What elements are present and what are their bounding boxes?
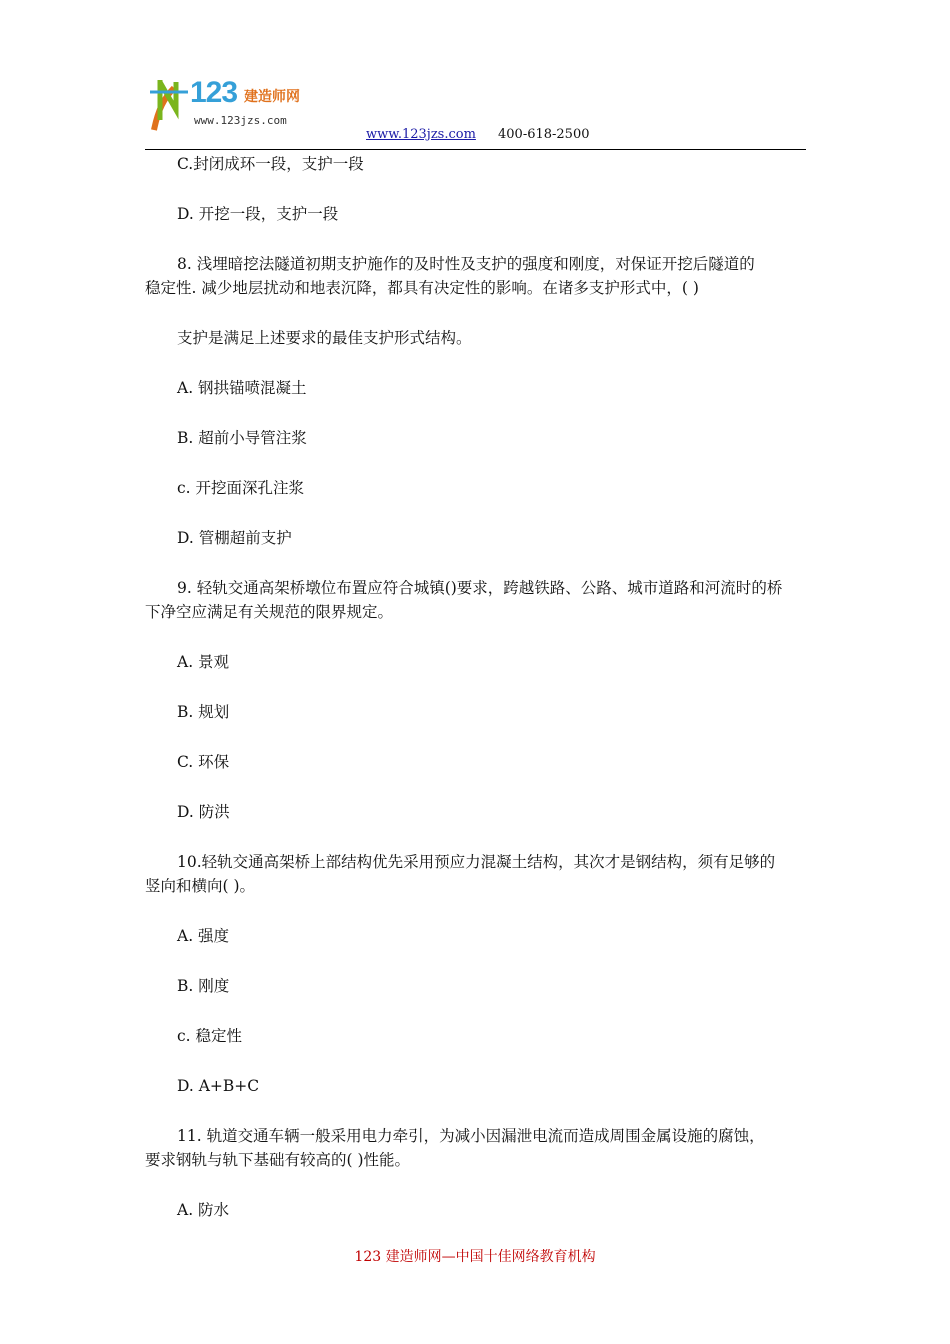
q11-text-line2: 要求钢轨与轨下基础有较高的( )性能。 [145,1151,411,1169]
q8-text-line2: 稳定性. 减少地层扰动和地表沉降，都具有决定性的影响。在诸多支护形式中，( ) [145,279,699,297]
logo-number: 123 [190,76,238,109]
page-footer: 123 建造师网—中国十佳网络教育机构 [354,1249,596,1265]
q10-option-c: c. 稳定性 [177,1027,243,1045]
logo-url: www.123jzs.com [194,114,287,127]
q11-text-line1: 11. 轨道交通车辆一般采用电力牵引，为减小因漏泄电流而造成周围金属设施的腐蚀， [177,1127,765,1145]
page-header [145,127,806,150]
phone-number: 400-618-2500 [498,127,590,142]
q8-text-line1: 8. 浅埋暗挖法隧道初期支护施作的及时性及支护的强度和刚度，对保证开挖后隧道的 [177,255,755,273]
document-body [145,150,807,1222]
q9-option-d: D. 防洪 [177,803,230,821]
q9-option-b: B. 规划 [177,703,230,721]
q7-option-c: C.封闭成环一段，支护一段 [177,155,364,173]
q8-option-b: B. 超前小导管注浆 [177,429,307,447]
q10-option-a: A. 强度 [177,927,230,945]
q8-option-d: D. 管棚超前支护 [177,529,292,547]
q10-option-b: B. 刚度 [177,977,230,995]
q10-text-line2: 竖向和横向( )。 [145,877,256,895]
q9-text-line2: 下净空应满足有关规范的限界规定。 [145,603,394,621]
site-link[interactable]: www.123jzs.com [366,127,476,142]
q8-option-c: c. 开挖面深孔注浆 [177,479,305,497]
q7-option-d: D. 开挖一段，支护一段 [177,205,339,223]
q9-option-c: C. 环保 [177,753,230,771]
q10-text-line1: 10.轻轨交通高架桥上部结构优先采用预应力混凝土结构，其次才是钢结构，须有足够的 [177,853,776,871]
q9-text-line1: 9. 轻轨交通高架桥墩位布置应符合城镇()要求，跨越铁路、公路、城市道路和河流时的桥 [177,579,783,597]
q8-text-line3: 支护是满足上述要求的最佳支护形式结构。 [177,329,472,347]
logo-text: 建造师网 [244,89,300,105]
q10-option-d: D. A+B+C [177,1077,260,1095]
q8-option-a: A. 钢拱锚喷混凝土 [177,379,307,397]
q11-option-a: A. 防水 [177,1201,230,1219]
q9-option-a: A. 景观 [177,653,230,671]
